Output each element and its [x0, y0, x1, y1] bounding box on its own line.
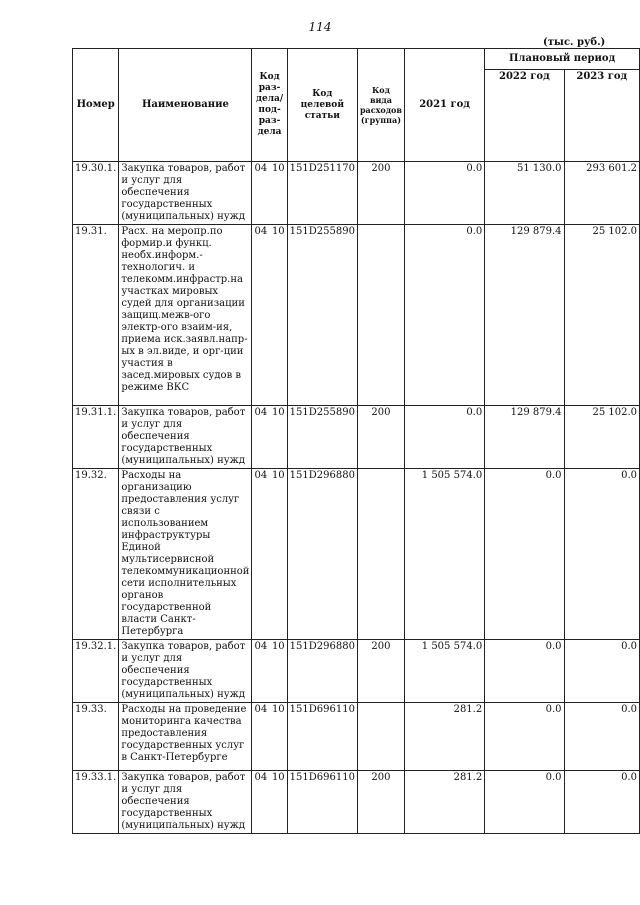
- header-target-code: Код целевой статьи: [287, 49, 357, 162]
- row-name: Расходы на организацию предоставления услуг связи с использованием инфраструктуры Единой мультисервисной телекоммуникационной сети исполнительных органов государственной власти Санкт-Петербурга: [119, 469, 252, 640]
- row-2022: 0.0: [485, 771, 564, 834]
- row-2021: 1 505 574.0: [404, 640, 484, 703]
- row-number: 19.31.1.: [73, 406, 119, 469]
- row-expense-kind: [357, 469, 404, 640]
- header-planned-period: Плановый период: [485, 49, 640, 70]
- row-target-code: 151D296880: [287, 469, 357, 640]
- row-expense-kind: [357, 703, 404, 771]
- row-subsection: 10: [270, 771, 287, 834]
- row-section: 04: [252, 469, 270, 640]
- row-2023: 25 102.0: [564, 225, 639, 406]
- table-row: [73, 771, 640, 834]
- row-2022: 129 879.4: [485, 225, 564, 406]
- row-name: Закупка товаров, работ и услуг для обеспечения государственных (муниципальных) нужд: [119, 406, 252, 469]
- row-number: 19.31.: [73, 225, 119, 406]
- row-expense-kind: 200: [357, 640, 404, 703]
- row-subsection: 10: [270, 162, 287, 225]
- header-name: Наименование: [119, 49, 252, 162]
- row-target-code: 151D255890: [287, 225, 357, 406]
- row-name: Расх. на меропр.по формир.и функц. необх.информ.-технологич. и телекомм.инфрастр.на участках мировых судей для организации защищ.межв-ого электр-ого взаим-ия, приема иск.заявл.напр-ых в эл.виде, и орг-ции участия в засед.мировых судов в режиме ВКС: [119, 225, 252, 406]
- row-2021: 1 505 574.0: [404, 469, 484, 640]
- table-row: [73, 406, 640, 469]
- row-number: 19.32.1.: [73, 640, 119, 703]
- table-header: [73, 49, 640, 162]
- table-row: [73, 162, 640, 225]
- row-target-code: 151D696110: [287, 703, 357, 771]
- row-2023: 25 102.0: [564, 406, 639, 469]
- row-target-code: 151D296880: [287, 640, 357, 703]
- row-name: Закупка товаров, работ и услуг для обеспечения государственных (муниципальных) нужд: [119, 771, 252, 834]
- table-row: [73, 225, 640, 406]
- row-number: 19.30.1.: [73, 162, 119, 225]
- row-name: Расходы на проведение мониторинга качества предоставления государственных услуг в Санкт-Петербурге: [119, 703, 252, 771]
- row-section: 04: [252, 640, 270, 703]
- row-2023: 0.0: [564, 771, 639, 834]
- row-expense-kind: 200: [357, 771, 404, 834]
- header-section-code: Код раз-дела/ под-раз-дела: [252, 49, 287, 162]
- row-number: 19.33.: [73, 703, 119, 771]
- row-number: 19.33.1.: [73, 771, 119, 834]
- row-2022: 51 130.0: [485, 162, 564, 225]
- row-target-code: 151D251170: [287, 162, 357, 225]
- row-expense-kind: 200: [357, 406, 404, 469]
- row-2023: 293 601.2: [564, 162, 639, 225]
- table-row: [73, 640, 640, 703]
- row-subsection: 10: [270, 640, 287, 703]
- row-2021: 281.2: [404, 703, 484, 771]
- row-2022: 129 879.4: [485, 406, 564, 469]
- header-2021: 2021 год: [404, 49, 484, 162]
- row-name: Закупка товаров, работ и услуг для обеспечения государственных (муниципальных) нужд: [119, 640, 252, 703]
- row-subsection: 10: [270, 225, 287, 406]
- budget-table: [72, 48, 640, 834]
- row-2022: 0.0: [485, 703, 564, 771]
- row-name: Закупка товаров, работ и услуг для обеспечения государственных (муниципальных) нужд: [119, 162, 252, 225]
- header-number: Номер: [73, 49, 119, 162]
- row-section: 04: [252, 225, 270, 406]
- header-expense-kind: Код вида расходов (группа): [357, 49, 404, 162]
- row-subsection: 10: [270, 469, 287, 640]
- row-2023: 0.0: [564, 469, 639, 640]
- row-subsection: 10: [270, 406, 287, 469]
- row-section: 04: [252, 162, 270, 225]
- row-section: 04: [252, 703, 270, 771]
- row-2022: 0.0: [485, 640, 564, 703]
- row-target-code: 151D255890: [287, 406, 357, 469]
- row-target-code: 151D696110: [287, 771, 357, 834]
- row-section: 04: [252, 406, 270, 469]
- row-2021: 0.0: [404, 162, 484, 225]
- header-2023: 2023 год: [564, 69, 639, 161]
- row-expense-kind: 200: [357, 162, 404, 225]
- row-2023: 0.0: [564, 703, 639, 771]
- row-2023: 0.0: [564, 640, 639, 703]
- page-number: 114: [308, 20, 332, 34]
- row-expense-kind: [357, 225, 404, 406]
- row-2021: 0.0: [404, 225, 484, 406]
- row-2021: 281.2: [404, 771, 484, 834]
- row-2022: 0.0: [485, 469, 564, 640]
- table-row: [73, 703, 640, 771]
- row-subsection: 10: [270, 703, 287, 771]
- row-number: 19.32.: [73, 469, 119, 640]
- header-2022: 2022 год: [485, 69, 564, 161]
- row-2021: 0.0: [404, 406, 484, 469]
- table-row: [73, 469, 640, 640]
- row-section: 04: [252, 771, 270, 834]
- units-label: (тыс. руб.): [543, 37, 606, 48]
